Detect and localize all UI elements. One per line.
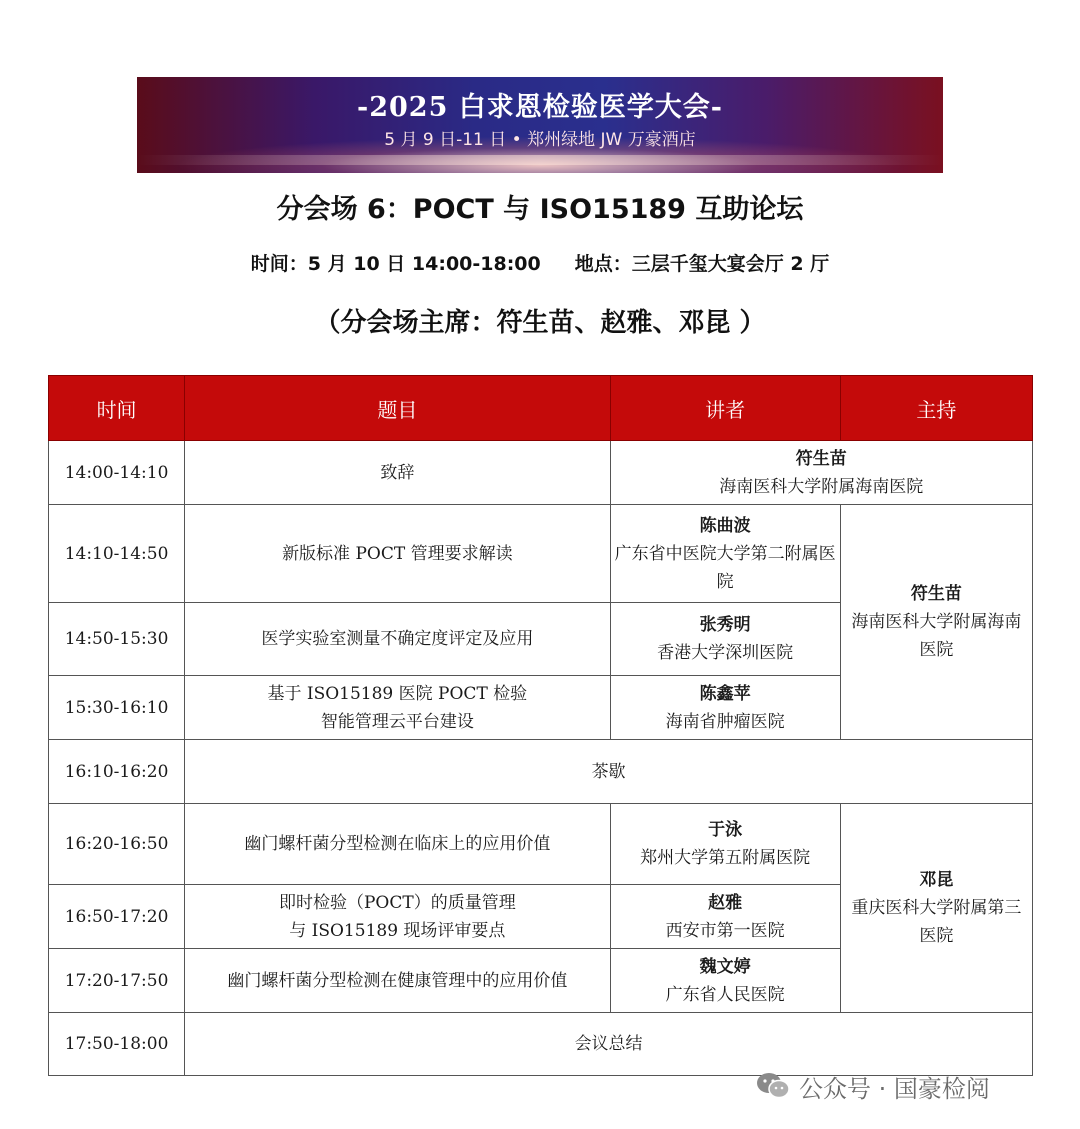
host-cell (840, 804, 1032, 1013)
speaker-affiliation: 海南省肿瘤医院 (665, 711, 785, 732)
host-cell (840, 505, 1032, 740)
conference-banner (137, 77, 943, 173)
speaker-name: 张秀明 (699, 615, 751, 635)
speaker-affiliation: 郑州大学第五附属医院 (640, 848, 811, 868)
banner-title: -2025 白求恩检验医学大会- (357, 92, 723, 123)
row-speaker (610, 676, 840, 740)
speaker-name: 赵雅 (708, 892, 743, 913)
wechat-icon (755, 1071, 791, 1101)
topic-line: 智能管理云平台建设 (320, 711, 474, 732)
speaker-affiliation: 广东省中医院大学第二附属医院 (614, 543, 836, 592)
session-chairs: （分会场主席：符生苗、赵雅、邓昆 ） (314, 308, 766, 338)
speaker-name: 陈曲波 (699, 515, 751, 536)
speaker-name: 魏文婷 (699, 956, 751, 977)
speaker-name: 陈鑫苹 (699, 683, 751, 704)
speaker-name: 于泳 (708, 820, 743, 840)
watermark-text: 公众号 · 国豪检阅 (799, 1074, 990, 1103)
header-speaker: 讲者 (610, 376, 840, 441)
agenda-table (48, 375, 1033, 1076)
row-time: 14:10-14:50 (49, 505, 185, 603)
banner-subtitle: 5 月 9 日-11 日 • 郑州绿地 JW 万豪酒店 (384, 130, 696, 150)
session-time-location (0, 249, 1080, 276)
session-time: 时间：5 月 10 日 14:00-18:00 (250, 253, 541, 275)
row-topic: 幽门螺杆菌分型检测在健康管理中的应用价值 (185, 949, 610, 1013)
session-location: 地点：三层千玺大宴会厅 2 厅 (574, 253, 830, 275)
row-time: 17:20-17:50 (49, 949, 185, 1013)
speaker-affiliation: 海南医科大学附属海南医院 (719, 476, 924, 497)
row-speaker (610, 804, 840, 885)
row-time: 14:50-15:30 (49, 603, 185, 676)
row-speaker (610, 441, 1032, 505)
row-topic: 茶歇 (185, 740, 1033, 804)
table-row (49, 441, 1033, 505)
row-speaker (610, 949, 840, 1013)
speaker-affiliation: 香港大学深圳医院 (657, 643, 794, 663)
topic-line: 与 ISO15189 现场评审要点 (289, 920, 506, 941)
host-name: 符生苗 (910, 584, 962, 604)
topic-line: 基于 ISO15189 医院 POCT 检验 (267, 683, 528, 704)
row-time: 16:20-16:50 (49, 804, 185, 885)
table-row (49, 804, 1033, 885)
row-time: 15:30-16:10 (49, 676, 185, 740)
row-topic (185, 676, 610, 740)
row-topic: 新版标准 POCT 管理要求解读 (185, 505, 610, 603)
session-title: 分会场 6：POCT 与 ISO15189 互助论坛 (276, 194, 804, 225)
speaker-affiliation: 西安市第一医院 (665, 920, 785, 941)
header-topic: 题目 (185, 376, 610, 441)
row-speaker (610, 505, 840, 603)
row-topic: 幽门螺杆菌分型检测在临床上的应用价值 (185, 804, 610, 885)
host-affiliation: 海南医科大学附属海南医院 (851, 612, 1022, 660)
topic-line: 即时检验（POCT）的质量管理 (278, 892, 516, 913)
header-host: 主持 (840, 376, 1032, 441)
host-affiliation: 重庆医科大学附属第三医院 (851, 898, 1022, 946)
row-topic (185, 885, 610, 949)
row-time: 16:10-16:20 (49, 740, 185, 804)
row-time: 16:50-17:20 (49, 885, 185, 949)
row-topic: 医学实验室测量不确定度评定及应用 (185, 603, 610, 676)
speaker-affiliation: 广东省人民医院 (665, 984, 785, 1005)
speaker-name: 符生苗 (795, 448, 847, 469)
table-header-row (49, 376, 1033, 441)
row-time: 14:00-14:10 (49, 441, 185, 505)
row-speaker (610, 603, 840, 676)
row-time: 17:50-18:00 (49, 1013, 185, 1076)
table-row (49, 505, 1033, 603)
table-row (49, 740, 1033, 804)
host-name: 邓昆 (919, 870, 954, 890)
header-time: 时间 (49, 376, 185, 441)
row-topic: 致辞 (185, 441, 610, 505)
row-topic: 会议总结 (185, 1013, 1033, 1076)
row-speaker (610, 885, 840, 949)
watermark (755, 1066, 990, 1106)
